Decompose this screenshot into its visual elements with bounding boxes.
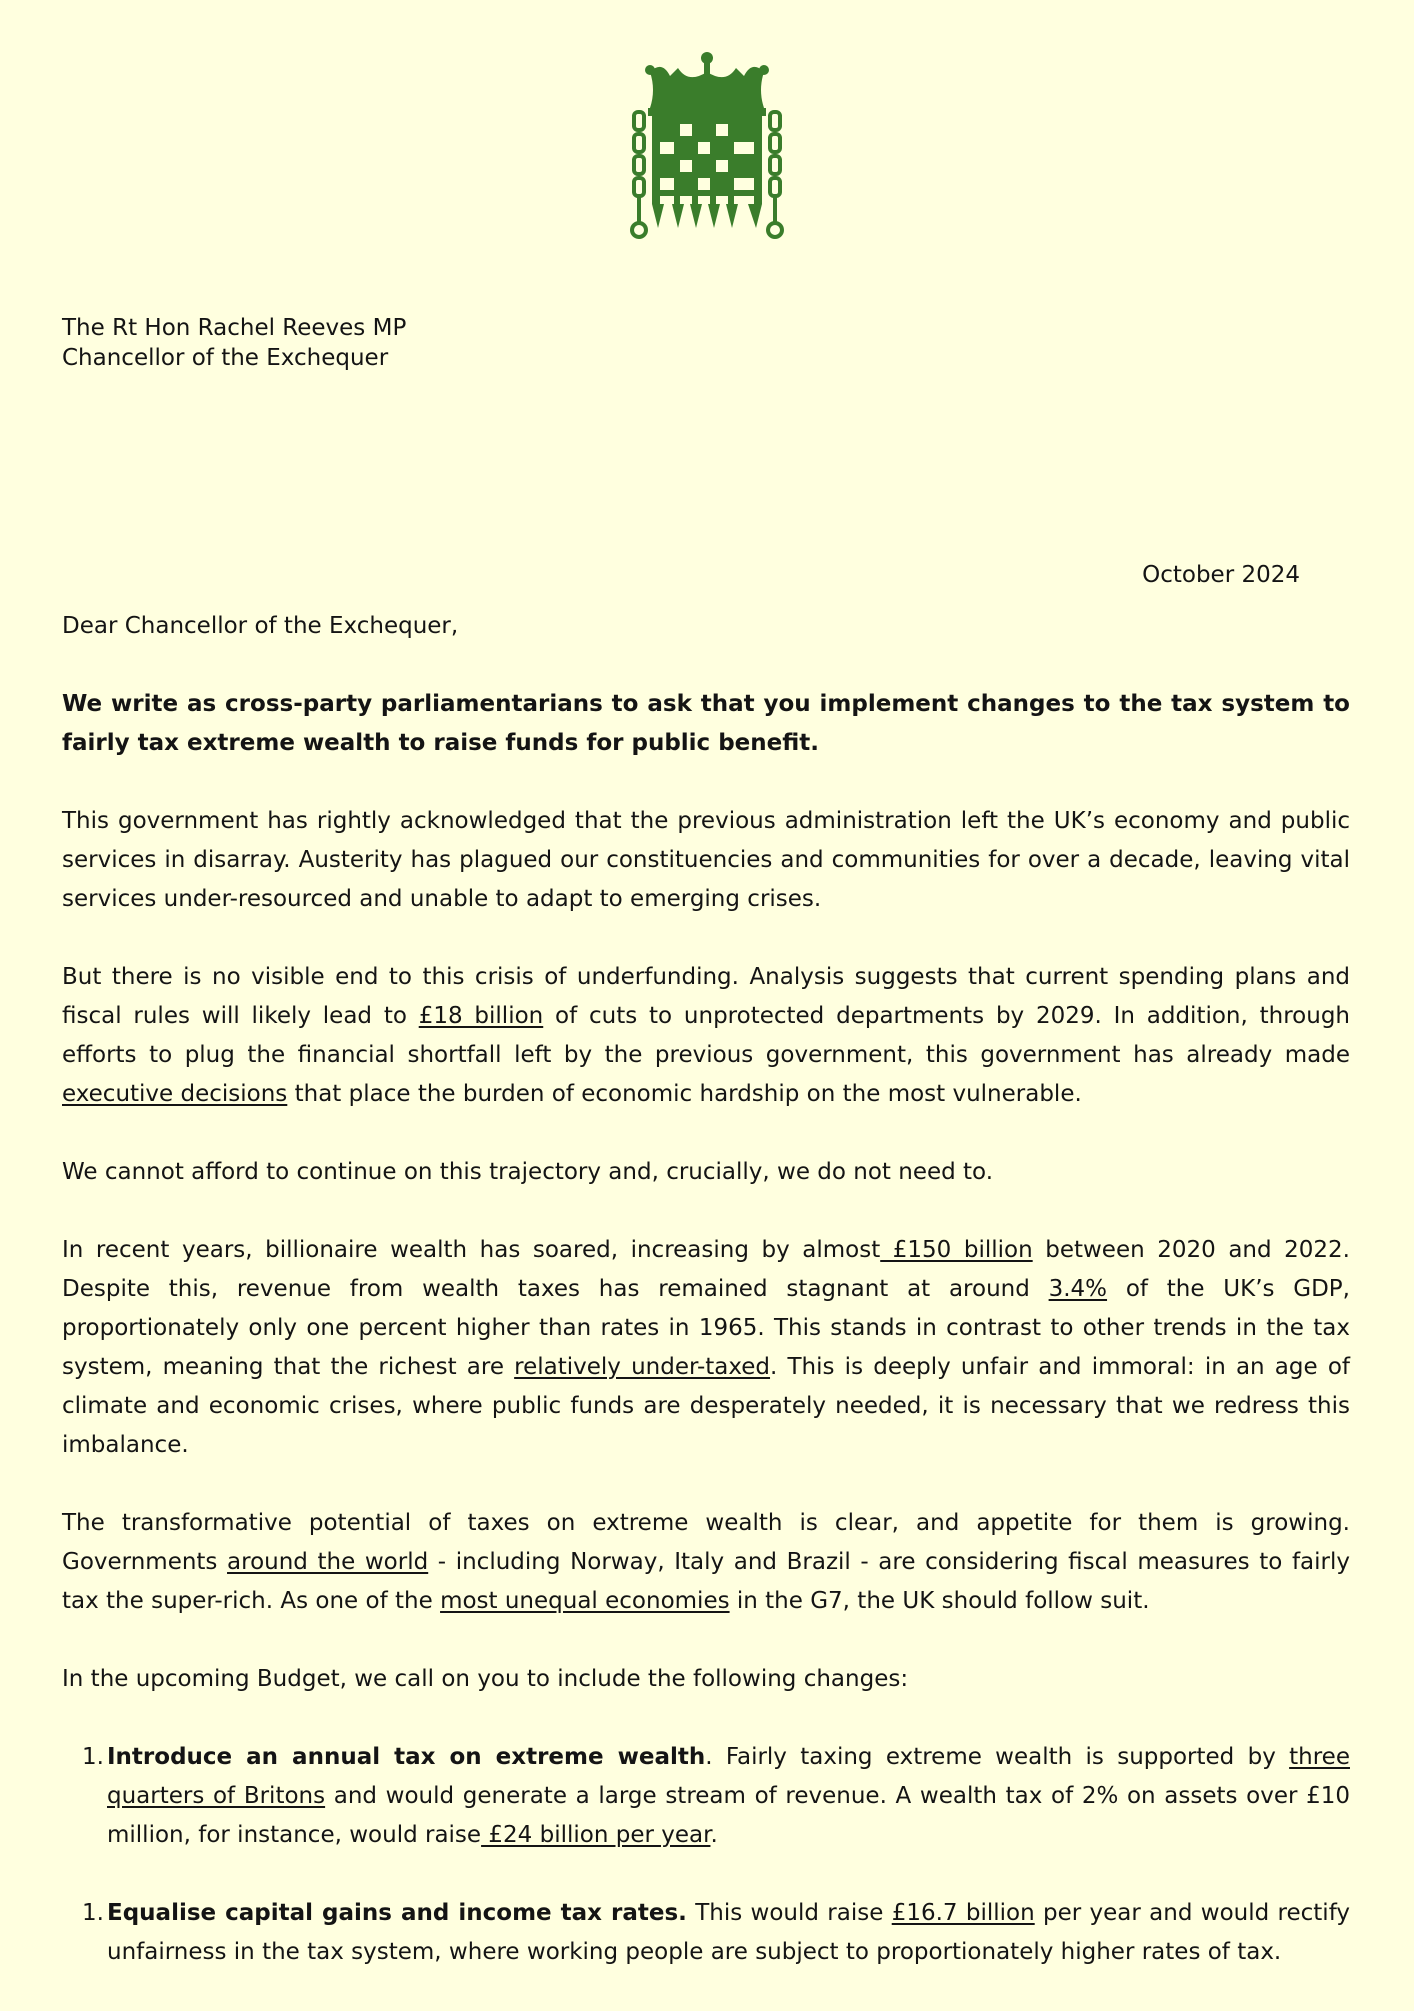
text-segment: per year and would rectify unfairness in the tax system, where working people are subject to proportionately higher rates of tax. [107, 1900, 1350, 1965]
request-list [62, 1738, 1350, 1972]
link-around-the-world[interactable]: around the world [227, 1549, 429, 1575]
text-segment: of the UK’s GDP, proportionately only one percent higher than rates in 1965. This stands in contrast to other trends in the tax system, meaning that the richest are [62, 1276, 1350, 1380]
text-segment: . Fairly taxing extreme wealth is supported by [705, 1744, 1290, 1770]
letter-body [62, 607, 1350, 2011]
paragraph-budget-call: In the upcoming Budget, we call on you to include the following changes: [62, 1666, 909, 1692]
paragraph-trajectory: We cannot afford to continue on this trajectory and, crucially, we do not need to. [62, 1159, 994, 1185]
recipient-role: Chancellor of the Exchequer [62, 345, 389, 371]
text-segment: between 2020 and 2022. Despite this, revenue from wealth taxes has remained stagnant at around [62, 1237, 1350, 1302]
list-item [62, 1894, 1350, 1972]
text-segment: and would generate a large stream of revenue. A wealth tax of 2% on assets over £10 million, for instance, would raise [107, 1783, 1350, 1848]
recipient-block [62, 313, 406, 373]
text-segment: of cuts to unprotected departments by 2029. In addition, through efforts to plug the financial shortfall left by the previous government, this government has already made [62, 1003, 1350, 1068]
letter-date: October 2024 [1142, 562, 1300, 588]
text-segment: The transformative potential of taxes on extreme wealth is clear, and appetite for them is growing. Governments [62, 1510, 1350, 1575]
text-segment: - including Norway, Italy and Brazil - are considering fiscal measures to fairly tax the super-rich. As one of the [62, 1549, 1350, 1614]
text-segment: . [710, 1822, 718, 1848]
text-segment: But there is no visible end to this crisis of underfunding. Analysis suggests that current spending plans and fiscal rules will likely lead to [62, 964, 1350, 1029]
link-relatively-under-taxed[interactable]: relatively under-taxed [514, 1354, 771, 1380]
paragraph-underfunding [62, 958, 1350, 1114]
list-number: 1. [82, 1900, 104, 1926]
paragraph-transformative-potential [62, 1504, 1350, 1621]
request-title: Equalise capital gains and income tax rates. [107, 1900, 687, 1926]
link-16-7-billion[interactable]: £16.7 billion [891, 1900, 1035, 1926]
paragraph-austerity: This government has rightly acknowledged that the previous administration left the UK’s economy and public services in disarray. Austerity has plagued our constituencies and communities for over a decade, leaving vital services under-resourced and unable to adapt to emerging crises. [62, 808, 1350, 912]
link-most-unequal-economies[interactable]: most unequal economies [440, 1588, 730, 1614]
link-three-quarters-of-britons[interactable]: three quarters of Britons [107, 1744, 1350, 1809]
salutation: Dear Chancellor of the Exchequer, [62, 613, 459, 639]
text-segment: . This is deeply unfair and immoral: in an age of climate and economic crises, where public funds are desperately needed, it is necessary that we redress this imbalance. [62, 1354, 1350, 1458]
text-segment: In recent years, billionaire wealth has soared, increasing by almost [62, 1237, 881, 1263]
portcullis-crest-icon [630, 50, 784, 240]
recipient-name: The Rt Hon Rachel Reeves MP [62, 315, 407, 341]
text-segment: This would raise [686, 1900, 892, 1926]
intro-paragraph: We write as cross-party parliamentarians to ask that you implement changes to the tax system to fairly tax extreme wealth to raise funds for public benefit. [62, 691, 1350, 756]
paragraph-billionaire-wealth [62, 1231, 1350, 1465]
link-24-billion-per-year[interactable]: £24 billion per year [481, 1822, 711, 1848]
link-150-billion[interactable]: £150 billion [880, 1237, 1033, 1263]
list-item [62, 1738, 1350, 1855]
link-3-4-percent[interactable]: 3.4% [1048, 1276, 1108, 1302]
request-title: Introduce an annual tax on extreme wealth [107, 1744, 706, 1770]
text-segment: in the G7, the UK should follow suit. [729, 1588, 1150, 1614]
list-number: 1. [82, 1744, 104, 1770]
text-segment: that place the burden of economic hardship on the most vulnerable. [287, 1081, 1082, 1107]
link-executive-decisions[interactable]: executive decisions [62, 1081, 288, 1107]
link-18-billion[interactable]: £18 billion [418, 1003, 544, 1029]
